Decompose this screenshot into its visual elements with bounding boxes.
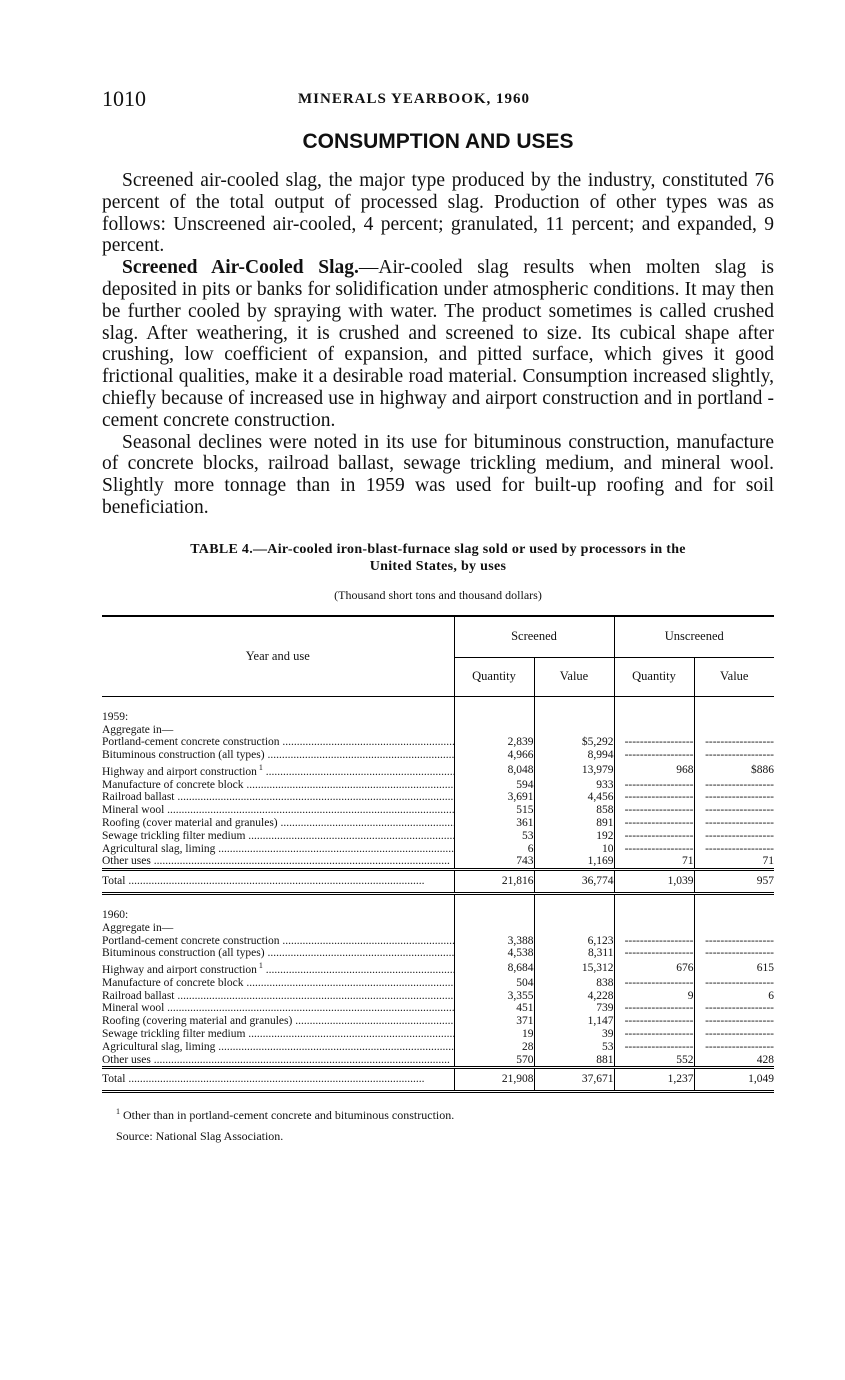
total-label: Total ..... xyxy=(102,1068,454,1092)
screened-value: 8,311 xyxy=(534,947,614,960)
screened-quantity: 371 xyxy=(454,1015,534,1028)
page xyxy=(102,86,774,1147)
unscreened-quantity: 968 xyxy=(614,762,694,779)
unscreened-value: $886 xyxy=(751,763,774,776)
screened-quantity: 451 xyxy=(454,1002,534,1015)
screened-value: 858 xyxy=(534,804,614,817)
row-label: Agricultural slag, liming ..... xyxy=(102,843,454,856)
unscreened-value: ------------------ xyxy=(705,1015,774,1028)
spacer-cell xyxy=(614,696,694,709)
spacer-cell xyxy=(102,696,454,709)
row-label: Mineral wool ..... xyxy=(102,804,454,817)
unscreened-quantity: ------------------ xyxy=(614,830,694,843)
screened-value: 4,228 xyxy=(534,990,614,1003)
table-row xyxy=(102,1028,774,1041)
paragraph-3: Seasonal declines were noted in its use for bituminous construction, manufacture of concrete blocks, railroad ballast, sewage trickling medium, and mineral wool. Slightly more tonnage than in 1959 was used for built-up roofing and for soil beneficiation. xyxy=(102,431,774,518)
col-header-unscreened-value: Value xyxy=(694,657,774,696)
table-row xyxy=(102,1054,774,1068)
screened-value: $5,292 xyxy=(534,736,614,749)
unscreened-quantity: ------------------ xyxy=(614,749,694,762)
screened-quantity: 361 xyxy=(454,817,534,830)
unscreened-value: 615 xyxy=(756,962,774,975)
stub-header: Year and use xyxy=(102,616,454,697)
screened-quantity: 28 xyxy=(454,1041,534,1054)
row-label: Portland-cement concrete construction ..... xyxy=(102,935,454,948)
row-label: Agricultural slag, liming ..... xyxy=(102,1041,454,1054)
screened-quantity: 4,966 xyxy=(454,749,534,762)
unscreened-quantity: ------------------ xyxy=(614,843,694,856)
aggregate-row xyxy=(102,724,774,737)
spacer-row xyxy=(102,893,774,907)
total-unscreened-value: 957 xyxy=(694,870,774,894)
empty-cell xyxy=(694,709,774,724)
table-row xyxy=(102,736,774,749)
year-label: 1960: xyxy=(102,907,454,922)
empty-cell xyxy=(534,709,614,724)
footnote-mark: 1 xyxy=(116,1107,120,1117)
table-units: (Thousand short tons and thousand dollars) xyxy=(334,587,542,602)
unscreened-quantity: 71 xyxy=(614,855,694,869)
group-header-screened: Screened xyxy=(454,616,614,658)
unscreened-quantity: 676 xyxy=(614,960,694,977)
table-title-line-2: United States, by uses xyxy=(369,558,507,574)
spacer-cell xyxy=(694,696,774,709)
unscreened-value: ------------------ xyxy=(705,1027,774,1040)
running-head xyxy=(102,86,774,116)
unscreened-value: ------------------ xyxy=(705,736,774,749)
total-screened-quantity: 21,816 xyxy=(454,870,534,894)
year-row xyxy=(102,709,774,724)
table-row xyxy=(102,935,774,948)
screened-value: 10 xyxy=(534,843,614,856)
screened-quantity: 515 xyxy=(454,804,534,817)
table-row xyxy=(102,843,774,856)
screened-quantity: 6 xyxy=(454,843,534,856)
screened-value: 739 xyxy=(534,1002,614,1015)
unscreened-quantity: ------------------ xyxy=(614,947,694,960)
empty-cell xyxy=(534,907,614,922)
screened-quantity: 4,538 xyxy=(454,947,534,960)
paragraph-2 xyxy=(102,257,774,431)
empty-cell xyxy=(534,724,614,737)
table-row xyxy=(102,947,774,960)
screened-value: 881 xyxy=(534,1054,614,1068)
spacer-cell xyxy=(454,696,534,709)
unscreened-value: ------------------ xyxy=(705,816,774,829)
table-row xyxy=(102,855,774,869)
table-row xyxy=(102,817,774,830)
screened-quantity: 570 xyxy=(454,1054,534,1068)
unscreened-value: ------------------ xyxy=(705,1002,774,1015)
page-number: 1010 xyxy=(102,86,146,111)
footnote-ref: 1 xyxy=(256,762,263,772)
total-row xyxy=(102,870,774,894)
screened-quantity: 19 xyxy=(454,1028,534,1041)
unscreened-value: ------------------ xyxy=(705,778,774,791)
table-row xyxy=(102,762,774,779)
total-label: Total ..... xyxy=(102,870,454,894)
unscreened-quantity: ------------------ xyxy=(614,977,694,990)
screened-value: 39 xyxy=(534,1028,614,1041)
table-row xyxy=(102,977,774,990)
table-row xyxy=(102,1041,774,1054)
unscreened-quantity: ------------------ xyxy=(614,1002,694,1015)
paragraph-1: Screened air-cooled slag, the major type produced by the industry, constituted 76 percent of the total output of processed slag. Production of other types was as follows: Unscreened air-cooled, 4 percent; granulated, 11 percent; and expanded, 9 percent. xyxy=(102,170,774,257)
row-label: Mineral wool ..... xyxy=(102,1002,454,1015)
empty-cell xyxy=(454,907,534,922)
row-label: Other uses ..... xyxy=(102,855,454,869)
total-screened-value: 36,774 xyxy=(534,870,614,894)
screened-quantity: 8,684 xyxy=(454,960,534,977)
total-screened-value: 37,671 xyxy=(534,1068,614,1092)
screened-value: 8,994 xyxy=(534,749,614,762)
year-label: 1959: xyxy=(102,709,454,724)
screened-value: 1,147 xyxy=(534,1015,614,1028)
table-body-1959 xyxy=(102,696,774,893)
row-label: Bituminous construction (all types) ..... xyxy=(102,947,454,960)
table-title xyxy=(102,541,774,575)
aggregate-row xyxy=(102,922,774,935)
row-label: Other uses ..... xyxy=(102,1054,454,1068)
screened-quantity: 2,839 xyxy=(454,736,534,749)
unscreened-value: 71 xyxy=(762,855,774,868)
empty-cell xyxy=(694,724,774,737)
aggregate-label: Aggregate in— xyxy=(102,922,454,935)
screened-value: 891 xyxy=(534,817,614,830)
unscreened-quantity: ------------------ xyxy=(614,935,694,948)
screened-value: 192 xyxy=(534,830,614,843)
unscreened-quantity: ------------------ xyxy=(614,736,694,749)
spacer-cell xyxy=(614,893,694,907)
empty-cell xyxy=(614,709,694,724)
table-row xyxy=(102,1002,774,1015)
run-in-heading: Screened Air-Cooled Slag. xyxy=(122,257,359,279)
unscreened-quantity: 552 xyxy=(614,1054,694,1068)
empty-cell xyxy=(694,907,774,922)
unscreened-value: ------------------ xyxy=(705,791,774,804)
total-unscreened-value: 1,049 xyxy=(694,1068,774,1092)
screened-value: 15,312 xyxy=(534,960,614,977)
spacer-cell xyxy=(102,893,454,907)
screened-value: 933 xyxy=(534,779,614,792)
footnotes xyxy=(102,1101,774,1147)
screened-quantity: 53 xyxy=(454,830,534,843)
screened-value: 6,123 xyxy=(534,935,614,948)
table-row xyxy=(102,749,774,762)
table-row xyxy=(102,779,774,792)
row-label: Portland-cement concrete construction ..... xyxy=(102,736,454,749)
unscreened-value: 6 xyxy=(768,989,774,1002)
unscreened-quantity: ------------------ xyxy=(614,1028,694,1041)
row-label: Railroad ballast ..... xyxy=(102,990,454,1003)
total-screened-quantity: 21,908 xyxy=(454,1068,534,1092)
footnote-text: Other than in portland-cement concrete and bituminous construction. xyxy=(123,1108,455,1123)
table-title-line-1: TABLE 4.—Air-cooled iron-blast-furnace slag sold or used by processors in the xyxy=(190,541,686,557)
row-label: Railroad ballast ..... xyxy=(102,791,454,804)
total-unscreened-quantity: 1,039 xyxy=(614,870,694,894)
col-header-unscreened-quantity: Quantity xyxy=(614,657,694,696)
empty-cell xyxy=(694,922,774,935)
unscreened-value: ------------------ xyxy=(705,804,774,817)
empty-cell xyxy=(454,709,534,724)
screened-quantity: 594 xyxy=(454,779,534,792)
screened-value: 838 xyxy=(534,977,614,990)
unscreened-value: ------------------ xyxy=(705,829,774,842)
unscreened-value: ------------------ xyxy=(705,934,774,947)
paragraph-2-text: —Air-cooled slag results when molten slag is deposited in pits or banks for solidification under atmospheric conditions. It may then be further cooled by spraying with water. The product sometimes is called crushed slag. After weathering, it is crushed and screened to size. Its cubical shape after crushing, low coefficient of expansion, and pitted surface, which gives it good frictional qualities, make it a desirable road material. Consumption increased slightly, chiefly because of increased use in highway and airport construction and in portland - cement concrete construction. xyxy=(102,257,774,431)
table-row xyxy=(102,791,774,804)
footnote xyxy=(116,1101,774,1126)
row-label: Roofing (covering material and granules) ..... xyxy=(102,1015,454,1028)
empty-cell xyxy=(454,724,534,737)
unscreened-value: ------------------ xyxy=(705,976,774,989)
unscreened-quantity: ------------------ xyxy=(614,1041,694,1054)
spacer-cell xyxy=(694,893,774,907)
row-label: Manufacture of concrete block ..... xyxy=(102,977,454,990)
total-unscreened-quantity: 1,237 xyxy=(614,1068,694,1092)
source-note: Source: National Slag Association. xyxy=(116,1129,284,1144)
screened-quantity: 3,355 xyxy=(454,990,534,1003)
spacer-cell xyxy=(454,893,534,907)
spacer-row xyxy=(102,696,774,709)
row-label: Highway and airport construction $^1$ ..... xyxy=(102,762,454,779)
row-label: Roofing (cover material and granules) ..... xyxy=(102,817,454,830)
table-row xyxy=(102,960,774,977)
unscreened-quantity: 9 xyxy=(614,990,694,1003)
table-row xyxy=(102,990,774,1003)
body-text xyxy=(102,170,774,519)
slag-table xyxy=(102,615,774,1093)
screened-quantity: 3,691 xyxy=(454,791,534,804)
table-row xyxy=(102,1015,774,1028)
unscreened-quantity: ------------------ xyxy=(614,817,694,830)
screened-value: 13,979 xyxy=(534,762,614,779)
empty-cell xyxy=(454,922,534,935)
empty-cell xyxy=(614,907,694,922)
row-label: Sewage trickling filter medium ..... xyxy=(102,1028,454,1041)
unscreened-value: ------------------ xyxy=(705,749,774,762)
unscreened-quantity: ------------------ xyxy=(614,779,694,792)
spacer-cell xyxy=(534,893,614,907)
spacer-cell xyxy=(534,696,614,709)
screened-quantity: 743 xyxy=(454,855,534,869)
running-title: MINERALS YEARBOOK, 1960 xyxy=(298,91,531,107)
screened-value: 1,169 xyxy=(534,855,614,869)
section-heading: CONSUMPTION AND USES xyxy=(302,130,574,153)
unscreened-value: ------------------ xyxy=(705,842,774,855)
unscreened-value: 428 xyxy=(756,1053,774,1066)
footnote-ref: 1 xyxy=(256,961,263,971)
row-label: Highway and airport construction $^1$ ..... xyxy=(102,960,454,977)
unscreened-quantity: ------------------ xyxy=(614,804,694,817)
unscreened-value: ------------------ xyxy=(705,947,774,960)
empty-cell xyxy=(614,922,694,935)
row-label: Bituminous construction (all types) ..... xyxy=(102,749,454,762)
table-row xyxy=(102,830,774,843)
screened-quantity: 8,048 xyxy=(454,762,534,779)
total-row xyxy=(102,1068,774,1092)
group-header-unscreened: Unscreened xyxy=(614,616,774,658)
row-label: Sewage trickling filter medium ..... xyxy=(102,830,454,843)
unscreened-value: ------------------ xyxy=(705,1040,774,1053)
unscreened-quantity: ------------------ xyxy=(614,1015,694,1028)
screened-value: 53 xyxy=(534,1041,614,1054)
unscreened-quantity: ------------------ xyxy=(614,791,694,804)
screened-value: 4,456 xyxy=(534,791,614,804)
col-header-screened-value: Value xyxy=(534,657,614,696)
empty-cell xyxy=(614,724,694,737)
table-body-1960 xyxy=(102,893,774,1091)
row-label: Manufacture of concrete block ..... xyxy=(102,779,454,792)
aggregate-label: Aggregate in— xyxy=(102,724,454,737)
year-row xyxy=(102,907,774,922)
col-header-screened-quantity: Quantity xyxy=(454,657,534,696)
empty-cell xyxy=(534,922,614,935)
table-row xyxy=(102,804,774,817)
screened-quantity: 504 xyxy=(454,977,534,990)
screened-quantity: 3,388 xyxy=(454,935,534,948)
